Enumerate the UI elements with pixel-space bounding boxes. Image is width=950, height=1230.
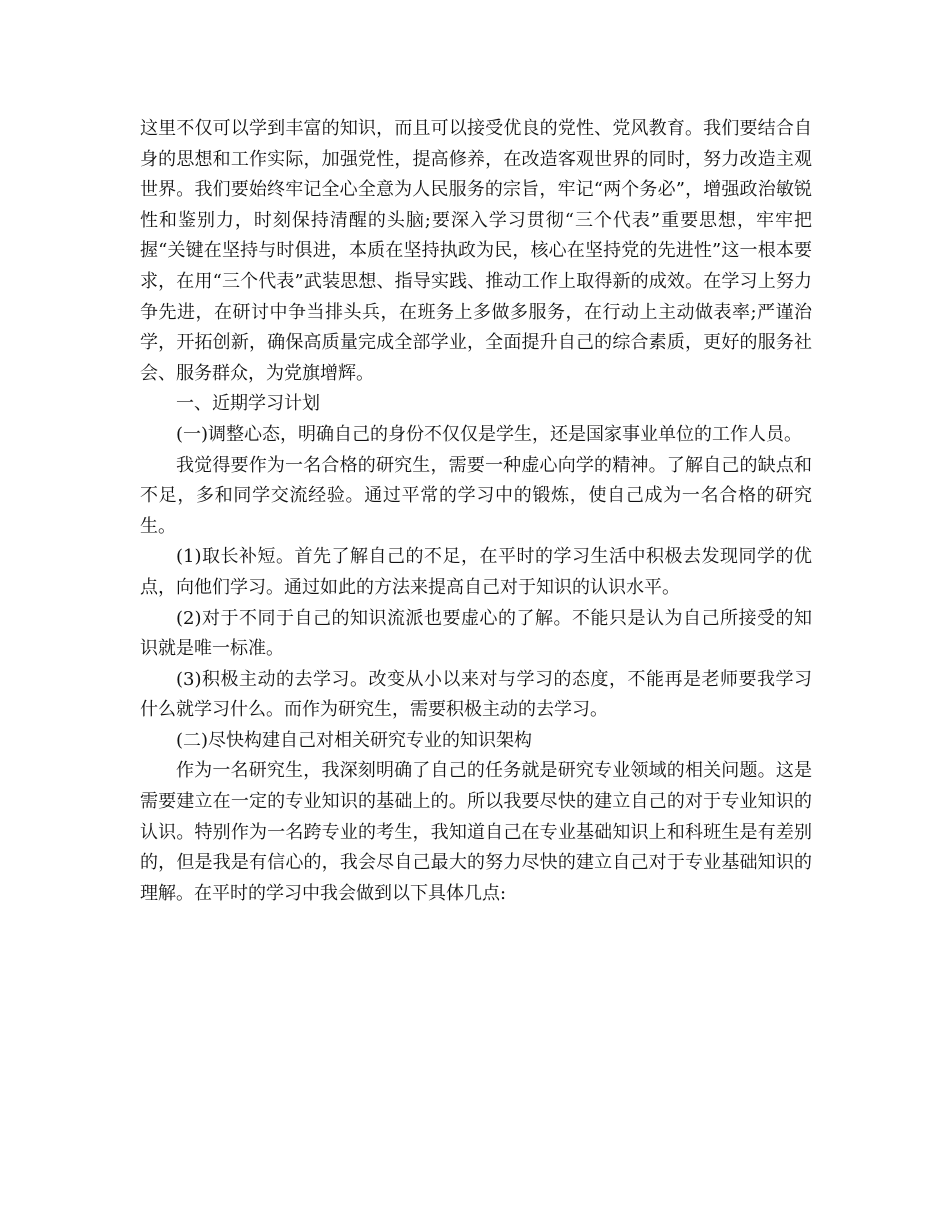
body-paragraph: 我觉得要作为一名合格的研究生，需要一种虚心向学的精神。了解自己的缺点和不足，多和同学交流经验。通过平常的学习中的锻炼，使自己成为一名合格的研究生。	[140, 454, 812, 537]
list-item: (3)积极主动的去学习。改变从小以来对与学习的态度，不能再是老师要我学习什么就学习什么。而作为研究生，需要积极主动的去学习。	[140, 668, 812, 721]
body-paragraph: 作为一名研究生，我深刻明确了自己的任务就是研究专业领域的相关问题。这是需要建立在一定的专业知识的基础上的。所以我要尽快的建立自己的对于专业知识的认识。特别作为一名跨专业的考生，我知道自己在专业基础知识上和科班生是有差别的，但是我是有信心的，我会尽自己最大的努力尽快的建立自己对于专业基础知识的理解。在平时的学习中我会做到以下具体几点:	[140, 760, 812, 904]
subsection-heading: (一)调整心态，明确自己的身份不仅仅是学生，还是国家事业单位的工作人员。	[176, 423, 803, 445]
list-item: (2)对于不同于自己的知识流派也要虚心的了解。不能只是认为自己所接受的知识就是唯一标准。	[140, 607, 812, 660]
subsection-heading: (二)尽快构建自己对相关研究专业的知识架构	[176, 729, 533, 751]
section-heading: 一、近期学习计划	[176, 393, 320, 415]
body-paragraph: 这里不仅可以学到丰富的知识，而且可以接受优良的党性、党风教育。我们要结合自身的思想和工作实际，加强党性，提高修养，在改造客观世界的同时，努力改造主观世界。我们要始终牢记全心全意为人民服务的宗旨，牢记“两个务必”，增强政治敏锐性和鉴别力，时刻保持清醒的头脑;要深入学习贯彻“三个代表”重要思想，牢牢把握“关键在坚持与时俱进，本质在坚持执政为民，核心在坚持党的先进性”这一根本要求，在用“三个代表”武装思想、指导实践、推动工作上取得新的成效。在学习上努力争先进，在研讨中争当排头兵，在班务上多做多服务，在行动上主动做表率;严谨治学，开拓创新，确保高质量完成全部学业，全面提升自己的综合素质，更好的服务社会、服务群众，为党旗增辉。	[140, 118, 812, 384]
document-body	[140, 114, 812, 909]
list-item: (1)取长补短。首先了解自己的不足，在平时的学习生活中积极去发现同学的优点，向他们学习。通过如此的方法来提高自己对于知识的认识水平。	[140, 546, 812, 598]
